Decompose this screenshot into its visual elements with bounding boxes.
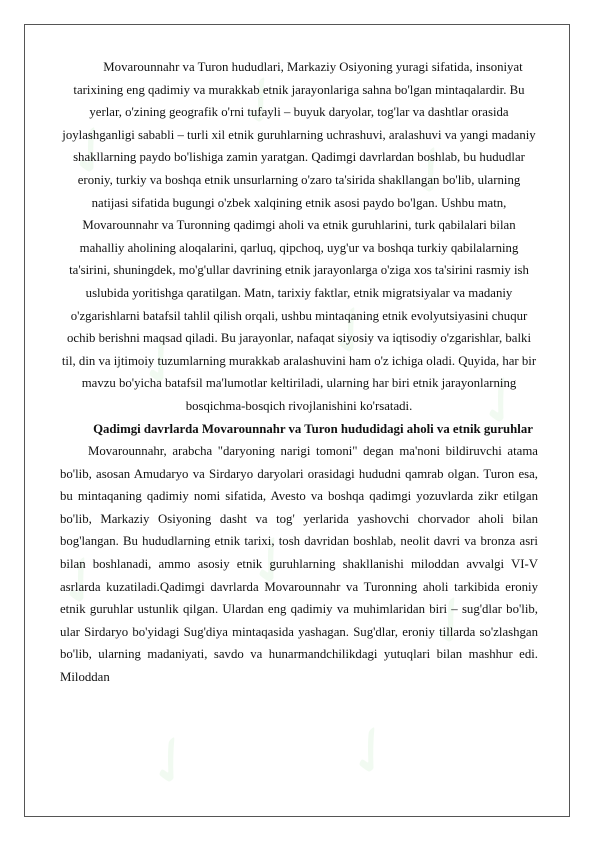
section-paragraph: Movarounnahr, arabcha "daryoning narigi tomoni" degan ma'noni bildiruvchi atama bo'lib, asosan Amudaryo va Sirdaryo daryolari orasidagi hududni qamrab olgan. Turon esa, bu mintaqaning qadimiy nomi sifatida, Avesto va boshqa qadimgi yozuvlarda zikr etilgan bo'lib, Markaziy Osiyoning dasht va tog' yerlarida yashovchi chorvador aholi bilan bog'langan. Bu hududlarning etnik tarixi, tosh davridan boshlab, neolit davri va bronza asri bilan boshlanadi, ammo asosiy etnik guruhlarning shakllanishi miloddan avvalgi VI-V asrlarda kuzatiladi.Qadimgi davrlarda Movarounnahr va Turonning aholi tarkibida eroniy etnik guruhlar ustunlik qilgan. Ulardan eng qadimiy va muhimlaridan biri – sug'dlar bo'lib, ular Sirdaryo bo'yidagi Sug'diya mintaqasida yashagan. Sug'dlar, eroniy tillarda so'zlashgan bo'lib, ularning madaniyati, savdo va hunarmandchilikdagi yutuqlari bilan mashhur edi. Miloddan bbox=[60, 444, 538, 685]
watermark-mark: ✓ bbox=[218, 56, 305, 148]
watermark-mark: ✓ bbox=[308, 286, 395, 378]
watermark-mark: ✓ bbox=[388, 126, 475, 218]
watermark-mark: ✓ bbox=[228, 516, 315, 608]
section-heading: Qadimgi davrlarda Movarounnahr va Turon hududidagi aholi va etnik guruhlar bbox=[93, 421, 533, 436]
watermark-mark: ✓ bbox=[408, 576, 495, 668]
watermark-mark: ✓ bbox=[128, 716, 215, 808]
watermark-mark: ✓ bbox=[328, 706, 415, 798]
document-body bbox=[60, 56, 538, 689]
watermark-mark: ✓ bbox=[48, 106, 135, 198]
intro-paragraph: Movarounnahr va Turon hududlari, Markaziy Osiyoning yuragi sifatida, insoniyat tarixining eng qadimiy va murakkab etnik jarayonlariga sahna bo'lgan mintaqalardir. Bu yerlar, o'zining geografik o'rni tufayli – buyuk daryolar, tog'lar va dashtlar orasida joylashganligi sababli – turli xil etnik guruhlarning uchrashuvi, aralashuvi va yangi madaniy shakllarning paydo bo'lishiga zamin yaratgan. Qadimgi davrlardan boshlab, bu hududlar eroniy, turkiy va boshqa etnik unsurlarning o'zaro ta'sirida shakllangan bo'lib, ularning natijasi sifatida bugungi o'zbek xalqining etnik asosi paydo bo'lgan. Ushbu matn, Movarounnahr va Turonning qadimgi aholi va etnik guruhlarini, turk qabilalari bilan mahalliy aholining aloqalarini, qarluq, qipchoq, uyg'ur va boshqa turkiy qabilalarning ta'sirini, shuningdek, mo'g'ullar davrining etnik jarayonlarga o'ziga xos ta'sirini rasmiy ish uslubida yoritishga qaratilgan. Matn, tarixiy faktlar, etnik migratsiyalar va madaniy o'zgarishlarni batafsil tahlil qilish orqali, ushbu mintaqaning etnik evolyutsiyasini chuqur ochib berishni maqsad qiladi. Bu jarayonlar, nafaqat siyosiy va iqtisodiy o'zgarishlar, balki til, din va ijtimoiy tuzumlarning murakkab aralashuvini ham o'z ichiga oladi. Quyida, har bir mavzu bo'yicha batafsil ma'lumotlar keltiriladi, ularning har biri etnik jarayonlarning bosqichma-bosqich rivojlanishini ko'rsatadi. bbox=[61, 60, 537, 413]
watermark-mark: ✓ bbox=[118, 316, 205, 408]
watermark-mark: ✓ bbox=[38, 536, 125, 628]
watermark-mark: ✓ bbox=[458, 356, 545, 448]
